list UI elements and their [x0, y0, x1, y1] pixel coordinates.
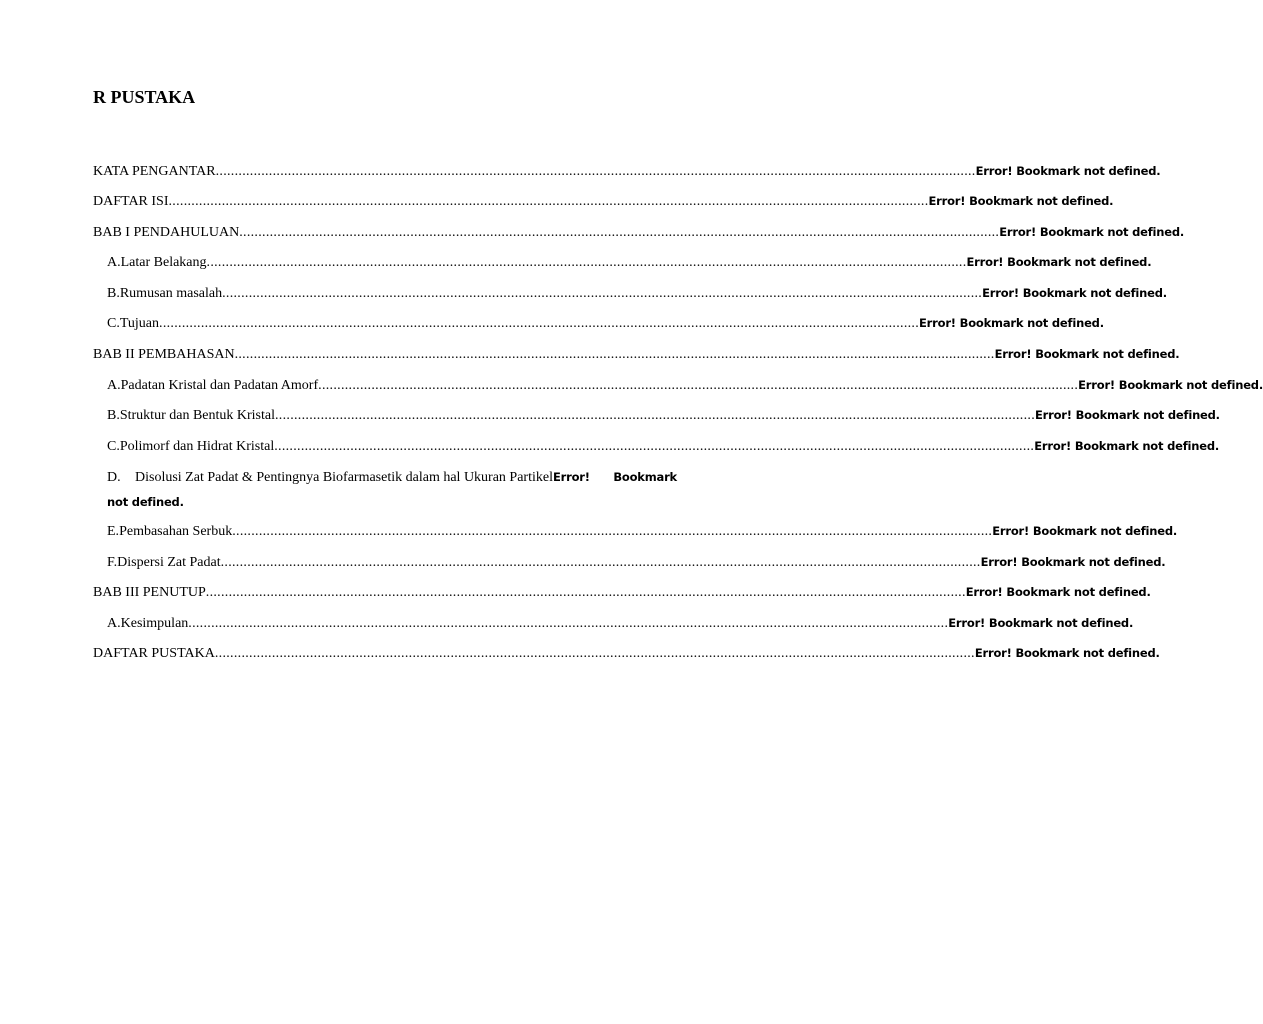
toc-entry-label: Pembasahan Serbuk	[119, 524, 233, 539]
toc-entry-dispersi[interactable]	[107, 555, 1166, 575]
toc-error-text: Error! Bookmark not defined.	[965, 585, 1151, 599]
toc-entry-padatan-kristal[interactable]	[107, 378, 1263, 398]
toc-entry-struktur-kristal[interactable]	[107, 408, 1220, 428]
toc-leader-dots: ........................................................................................................................................................................................................	[275, 408, 1035, 423]
toc-entry-kesimpulan[interactable]	[107, 616, 1134, 636]
toc-entry-label: KATA PENGANTAR	[93, 164, 216, 179]
toc-leader-dots: ........................................................................................................................................................................................................	[232, 524, 993, 539]
toc-error-text: Error! Bookmark not defined.	[994, 347, 1180, 361]
toc-entry-marker: F.	[107, 555, 118, 570]
toc-entry-marker: B.	[107, 286, 120, 301]
toc-entry-latar-belakang[interactable]	[107, 255, 1152, 275]
toc-entry-marker: A.	[107, 378, 121, 393]
toc-error-text: Error! Bookmark not defined.	[948, 616, 1134, 630]
toc-error-text: Error! Bookmark not defined.	[974, 646, 1160, 660]
toc-error-text-part1: Error!	[552, 470, 590, 484]
toc-leader-dots: ........................................................................................................................................................................................................	[274, 439, 1035, 454]
toc-error-text: Error! Bookmark not defined.	[919, 316, 1104, 330]
toc-entry-marker: D.	[107, 470, 121, 485]
toc-entry-tujuan[interactable]	[107, 316, 1104, 336]
toc-entry-marker: E.	[107, 524, 120, 539]
toc-entry-pembasahan-serbuk[interactable]	[107, 524, 1178, 544]
toc-entry-daftar-pustaka[interactable]	[93, 646, 1160, 666]
toc-error-text: Error! Bookmark not defined.	[966, 255, 1152, 269]
toc-entry-kata-pengantar[interactable]	[93, 164, 1161, 184]
toc-leader-dots: ........................................................................................................................................................................................................	[214, 646, 975, 661]
toc-error-text: Error! Bookmark not defined.	[980, 555, 1166, 569]
toc-entry-marker: B.	[107, 408, 120, 423]
toc-entry-label: BAB I PENDAHULUAN	[93, 225, 240, 240]
toc-entry-marker: C.	[107, 439, 120, 454]
toc-entry-bab-1[interactable]	[93, 225, 1185, 245]
toc-leader-dots: ........................................................................................................................................................................................................	[206, 255, 967, 270]
toc-error-text-part3: not defined.	[107, 495, 184, 509]
toc-entry-label: DAFTAR PUSTAKA	[93, 646, 215, 661]
toc-leader-dots: ........................................................................................................................................................................................................	[215, 164, 976, 179]
toc-entry-label: Polimorf dan Hidrat Kristal	[119, 439, 275, 454]
toc-entry-label: Padatan Kristal dan Padatan Amorf	[120, 378, 319, 393]
toc-entry-label: BAB III PENUTUP	[93, 585, 206, 600]
toc-error-text: Error! Bookmark not defined.	[982, 286, 1167, 300]
toc-leader-dots: ........................................................................................................................................................................................................	[318, 378, 1079, 393]
toc-entry-daftar-isi[interactable]	[93, 194, 1114, 214]
toc-error-text: Error! Bookmark not defined.	[1078, 378, 1263, 392]
toc-leader-dots: ........................................................................................................................................................................................................	[239, 225, 1000, 240]
toc-entry-polimorf[interactable]	[107, 439, 1220, 459]
toc-entry-label: BAB II PEMBAHASAN	[93, 347, 235, 362]
toc-entry-label: Rumusan masalah	[119, 286, 223, 301]
toc-error-text: Error! Bookmark not defined.	[975, 164, 1161, 178]
toc-entry-label: Tujuan	[119, 316, 160, 331]
toc-entry-rumusan-masalah[interactable]	[107, 286, 1167, 306]
page-title: R PUSTAKA	[93, 87, 196, 107]
toc-leader-dots: ........................................................................................................................................................................................................	[168, 194, 929, 209]
toc-error-text: Error! Bookmark not defined.	[1035, 408, 1220, 422]
toc-entry-label: Dispersi Zat Padat	[117, 555, 221, 570]
toc-entry-label: Kesimpulan	[120, 616, 189, 631]
toc-entry-label: Latar Belakang	[120, 255, 207, 270]
toc-entry-marker: C.	[107, 316, 120, 331]
toc-leader-dots: ........................................................................................................................................................................................................	[205, 585, 966, 600]
toc-entry-disolusi[interactable]	[107, 470, 677, 486]
toc-entry-bab-3[interactable]	[93, 585, 1151, 605]
toc-leader-dots: ........................................................................................................................................................................................................	[188, 616, 949, 631]
toc-entry-marker: A.	[107, 255, 121, 270]
toc-leader-dots: ........................................................................................................................................................................................................	[220, 555, 981, 570]
toc-leader-dots: ........................................................................................................................................................................................................	[222, 286, 983, 301]
toc-entry-label: DAFTAR ISI	[93, 194, 169, 209]
toc-error-text: Error! Bookmark not defined.	[928, 194, 1114, 208]
toc-entry-label: Struktur dan Bentuk Kristal	[119, 408, 275, 423]
toc-error-text: Error! Bookmark not defined.	[1034, 439, 1220, 453]
toc-leader-dots: ........................................................................................................................................................................................................	[234, 347, 995, 362]
toc-error-text: Error! Bookmark not defined.	[999, 225, 1185, 239]
toc-error-text: Error! Bookmark not defined.	[992, 524, 1178, 538]
toc-entry-label: Disolusi Zat Padat & Pentingnya Biofarmasetik dalam hal Ukuran Partikel	[135, 470, 553, 485]
toc-entry-marker: A.	[107, 616, 121, 631]
toc-error-text-part2: Bookmark	[613, 470, 677, 484]
toc-leader-dots: ........................................................................................................................................................................................................	[159, 316, 920, 331]
toc-entry-bab-2[interactable]	[93, 347, 1180, 367]
